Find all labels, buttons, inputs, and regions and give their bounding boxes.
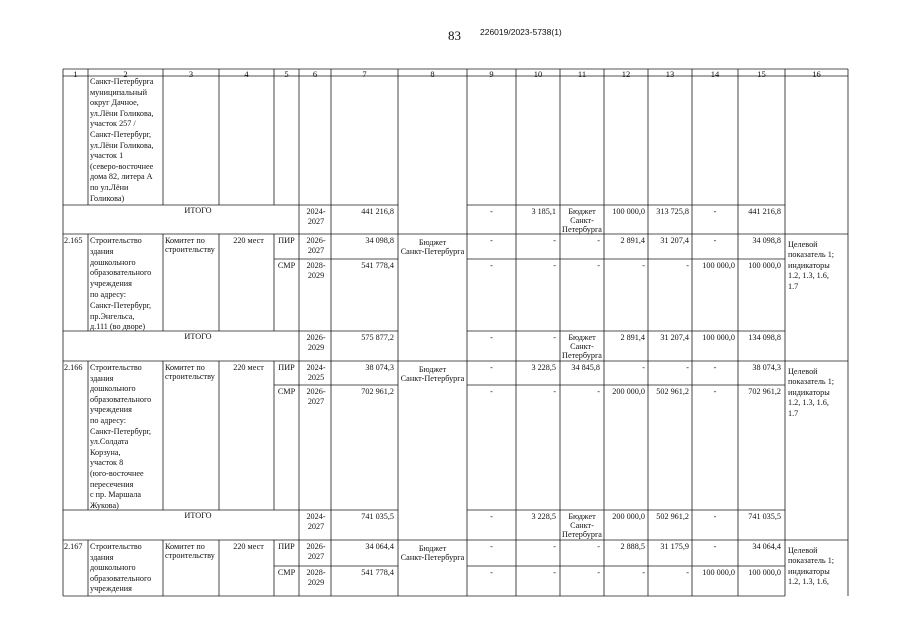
work-type: СМР — [277, 568, 296, 577]
object-number: 2.166 — [64, 363, 83, 372]
value-col-13: 31 207,4 — [660, 236, 689, 245]
value-col-13: 313 725,8 — [656, 207, 689, 216]
object-address-line: по ул.Лёни — [90, 183, 129, 192]
value-col-12: 200 000,0 — [612, 512, 645, 521]
work-type: СМР — [277, 387, 296, 396]
value-col-12: 100 000,0 — [612, 207, 645, 216]
value-col-14: - — [713, 363, 717, 372]
value-col-9: - — [490, 207, 493, 216]
value-col-13: - — [686, 568, 689, 577]
column-header-12: 12 — [621, 69, 631, 79]
funding-source: Бюджет — [418, 365, 447, 374]
value-col-15: 38 074,3 — [752, 363, 781, 372]
value-col-12: - — [642, 261, 645, 270]
funding-source: Санкт-Петербурга — [400, 247, 465, 257]
total-cost: 541 778,4 — [361, 568, 394, 577]
value-col-9: - — [490, 333, 493, 342]
column-header-9: 9 — [489, 69, 494, 79]
target-indicator: 1.7 — [788, 408, 799, 418]
funding-source: Бюджет — [568, 512, 596, 521]
funding-source: Петербурга — [562, 225, 602, 234]
column-header-10: 10 — [533, 69, 543, 79]
value-col-10: - — [553, 568, 556, 577]
value-col-10: - — [553, 261, 556, 270]
object-name-line: образовательного — [90, 268, 152, 278]
target-indicator: индикаторы — [788, 566, 830, 576]
column-header-5: 5 — [284, 69, 289, 79]
object-address-line: ул.Лёни Голикова, — [90, 140, 154, 150]
object-name-line: пересечения — [90, 479, 134, 489]
object-name-line: по адресу: — [90, 416, 127, 425]
column-header-16: 16 — [812, 69, 821, 79]
total-cost: 34 098,8 — [365, 236, 394, 245]
period-start: 2028- — [306, 261, 326, 270]
target-indicator: показатель 1; — [788, 556, 835, 566]
value-col-12: 2 891,4 — [620, 333, 645, 342]
target-indicator: Целевой — [788, 240, 818, 249]
target-indicator: показатель 1; — [788, 377, 835, 387]
value-col-15: 34 064,4 — [752, 542, 781, 551]
customer: строительству — [165, 551, 215, 561]
page-number: 83 — [448, 28, 461, 43]
object-address-line: ул.Лёни Голикова, — [90, 108, 154, 118]
object-address-line: дома 82, литера А — [90, 172, 153, 182]
value-col-13: - — [686, 363, 689, 372]
value-col-12: 200 000,0 — [612, 387, 645, 396]
target-indicator: индикаторы — [788, 387, 830, 397]
total-cost: 34 064,4 — [365, 542, 394, 551]
value-col-14: - — [713, 387, 717, 396]
value-col-11: - — [597, 568, 600, 577]
period-end: 2027 — [307, 216, 325, 226]
column-header-2: 2 — [123, 69, 128, 79]
value-col-12: - — [642, 363, 645, 372]
object-name-line: с пр. Маршала — [90, 490, 141, 500]
value-col-11: - — [597, 387, 600, 396]
value-col-10: 3 228,5 — [531, 363, 556, 372]
funding-source: Бюджет — [568, 333, 596, 342]
column-header-3: 3 — [188, 69, 194, 79]
object-name-line: ул.Солдата — [90, 437, 129, 447]
customer: строительству — [165, 372, 215, 382]
period-start: 2026- — [306, 333, 326, 342]
period-end: 2029 — [307, 270, 325, 280]
funding-source: Санкт- — [570, 521, 594, 530]
object-address-line: участок 257 / — [90, 119, 136, 129]
column-header-14: 14 — [710, 69, 720, 79]
period-start: 2024- — [306, 512, 326, 521]
value-col-15: 100 000,0 — [748, 261, 781, 270]
value-col-9: - — [490, 236, 493, 245]
value-col-10: - — [553, 387, 556, 396]
period-end: 2027 — [307, 551, 325, 561]
object-name-line: Корзуна, — [90, 447, 121, 457]
target-indicator: Целевой — [788, 367, 818, 376]
object-address-line: Голикова) — [90, 193, 125, 203]
customer: Комитет по — [165, 363, 205, 372]
value-col-11: 34 845,8 — [571, 363, 600, 372]
capacity: 220 мест — [233, 542, 264, 551]
value-col-12: 2 891,4 — [620, 236, 645, 245]
value-col-14: 100 000,0 — [702, 333, 735, 342]
total-cost: 541 778,4 — [361, 261, 394, 270]
work-type: СМР — [277, 261, 296, 270]
total-label: ИТОГО — [184, 332, 212, 341]
object-name-line: дошкольного — [90, 384, 136, 394]
value-col-9: - — [490, 387, 493, 396]
object-name-line: образовательного — [90, 394, 152, 404]
total-cost: 38 074,3 — [365, 363, 394, 372]
value-col-14: 100 000,0 — [702, 261, 735, 270]
funding-source: Бюджет — [568, 207, 596, 216]
object-name-line: Жукова) — [90, 500, 119, 510]
period-end: 2029 — [307, 577, 325, 587]
object-name-line: Санкт-Петербург, — [90, 426, 152, 436]
object-name-line: дошкольного — [90, 257, 136, 267]
customer: Комитет по — [165, 542, 205, 551]
value-col-11: - — [597, 261, 600, 270]
period-start: 2026- — [306, 387, 326, 396]
column-header-6: 6 — [312, 69, 318, 79]
total-cost: 575 877,2 — [361, 333, 394, 342]
value-col-15: 741 035,5 — [748, 512, 781, 521]
value-col-12: - — [642, 568, 645, 577]
period-end: 2027 — [307, 245, 325, 255]
total-cost: 702 961,2 — [361, 387, 394, 396]
value-col-9: - — [490, 363, 493, 372]
target-indicator: 1.2, 1.3, 1.6, — [788, 577, 829, 587]
period-start: 2026- — [306, 542, 326, 551]
period-start: 2028- — [306, 568, 326, 577]
object-name-line: д.111 (во дворе) — [90, 322, 146, 332]
document-code: 226019/2023-5738(1) — [480, 27, 562, 37]
funding-source: Санкт-Петербурга — [400, 374, 465, 384]
target-indicator: Целевой — [788, 546, 818, 555]
value-col-15: 34 098,8 — [752, 236, 781, 245]
total-cost: 741 035,5 — [361, 512, 394, 521]
column-header-11: 11 — [577, 69, 587, 79]
object-name-line: учреждения — [90, 279, 132, 289]
period-start: 2024- — [306, 207, 326, 216]
period-end: 2025 — [307, 372, 325, 382]
object-address-line: Санкт-Петербург, — [90, 130, 152, 139]
object-name-line: учреждения — [90, 584, 132, 594]
column-header-15: 15 — [757, 69, 766, 79]
value-col-10: 3 185,1 — [531, 207, 556, 216]
value-col-14: - — [713, 236, 717, 245]
value-col-13: 31 207,4 — [660, 333, 689, 342]
object-name-line: (юго-восточнее — [90, 469, 144, 478]
target-indicator: 1.7 — [788, 281, 799, 291]
period-start: 2026- — [306, 236, 326, 245]
value-col-10: - — [553, 236, 556, 245]
object-address-line: (северо-восточнее — [90, 161, 154, 171]
object-address-line: Санкт-Петербурга — [90, 77, 154, 86]
object-name-line: по адресу: — [90, 290, 127, 299]
value-col-15: 441 216,8 — [748, 207, 781, 216]
value-col-11: - — [597, 542, 600, 551]
work-type: ПИР — [278, 236, 295, 245]
object-number: 2.165 — [64, 236, 83, 245]
capacity: 220 мест — [233, 236, 264, 245]
target-indicator: индикаторы — [788, 260, 830, 270]
value-col-12: 2 888,5 — [620, 542, 645, 551]
customer: строительству — [165, 245, 215, 255]
value-col-14: - — [713, 207, 717, 216]
value-col-9: - — [490, 568, 493, 577]
capacity: 220 мест — [233, 363, 264, 372]
object-name-line: Строительство — [90, 542, 142, 551]
funding-source: Санкт- — [570, 342, 594, 351]
value-col-14: - — [713, 512, 717, 521]
total-label: ИТОГО — [184, 206, 212, 215]
funding-source: Петербурга — [562, 530, 602, 539]
object-address-line: округ Дачное, — [90, 98, 139, 108]
object-name-line: Строительство — [90, 236, 142, 245]
object-name-line: дошкольного — [90, 563, 136, 573]
object-name-line: образовательного — [90, 573, 152, 583]
value-col-9: - — [490, 542, 493, 551]
column-header-7: 7 — [362, 69, 367, 79]
period-start: 2024- — [306, 363, 326, 372]
value-col-9: - — [490, 261, 493, 270]
target-indicator: 1.2, 1.3, 1.6, — [788, 271, 829, 281]
value-col-15: 702 961,2 — [748, 387, 781, 396]
funding-source: Бюджет — [418, 238, 447, 247]
work-type: ПИР — [278, 542, 295, 551]
column-header-4: 4 — [244, 69, 249, 79]
object-name-line: здания — [90, 552, 114, 562]
object-name-line: Санкт-Петербург, — [90, 300, 152, 310]
object-address-line: муниципальный — [90, 87, 147, 97]
value-col-13: - — [686, 261, 689, 270]
funding-source: Бюджет — [418, 544, 447, 553]
object-number: 2.167 — [64, 542, 83, 551]
value-col-13: 502 961,2 — [656, 512, 689, 521]
funding-source: Санкт-Петербурга — [400, 553, 465, 563]
object-name-line: здания — [90, 246, 114, 256]
funding-source: Санкт- — [570, 216, 594, 225]
column-header-1: 1 — [73, 69, 78, 79]
value-col-15: 100 000,0 — [748, 568, 781, 577]
work-type: ПИР — [278, 363, 295, 372]
object-name-line: Строительство — [90, 363, 142, 372]
value-col-10: - — [553, 542, 556, 551]
period-end: 2027 — [307, 396, 325, 406]
column-header-8: 8 — [430, 69, 435, 79]
object-name-line: пр.Энгельса, — [90, 311, 135, 321]
funding-source: Петербурга — [562, 351, 602, 360]
value-col-11: - — [597, 236, 600, 245]
object-name-line: учреждения — [90, 405, 132, 415]
object-address-line: участок 1 — [90, 151, 124, 161]
column-header-13: 13 — [665, 69, 675, 79]
total-cost: 441 216,8 — [361, 207, 394, 216]
period-end: 2027 — [307, 521, 325, 531]
value-col-14: - — [713, 542, 717, 551]
value-col-15: 134 098,8 — [748, 333, 781, 342]
target-indicator: 1.2, 1.3, 1.6, — [788, 398, 829, 408]
period-end: 2029 — [307, 342, 325, 352]
value-col-14: 100 000,0 — [702, 568, 735, 577]
total-label: ИТОГО — [184, 511, 212, 520]
customer: Комитет по — [165, 236, 205, 245]
value-col-13: 502 961,2 — [656, 387, 689, 396]
value-col-13: 31 175,9 — [660, 542, 689, 551]
object-name-line: участок 8 — [90, 458, 124, 468]
value-col-10: 3 228,5 — [531, 512, 556, 521]
value-col-10: - — [553, 333, 556, 342]
value-col-9: - — [490, 512, 493, 521]
target-indicator: показатель 1; — [788, 250, 835, 260]
object-name-line: здания — [90, 373, 114, 383]
